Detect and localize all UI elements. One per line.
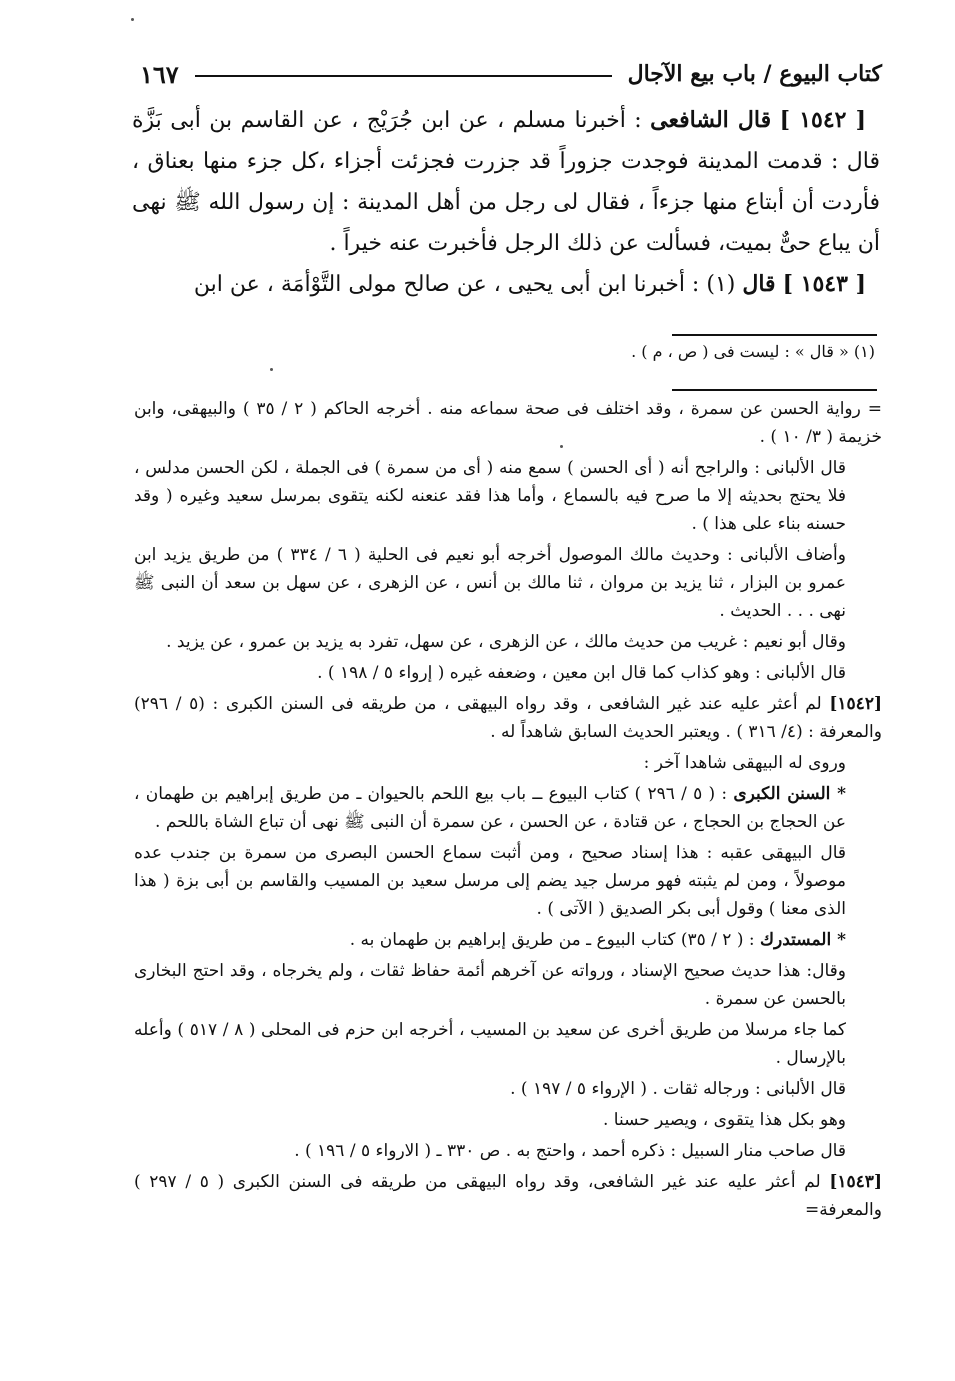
scan-speck bbox=[131, 18, 134, 21]
note-paragraph: = رواية الحسن عن سمرة ، وقد اختلف فى صحة سماعه منه . أخرجه الحاكم ( ٢ / ٣٥ ) والبيهقى، وابن خزيمة ( ٣/ ١٠ ) . bbox=[134, 399, 882, 447]
commentary-notes bbox=[134, 395, 882, 1227]
note-text: : ( ٥ / ٢٩٦ ) كتاب البيوع ــ باب بيع اللحم بالحيوان ـ من طريق إبراهيم بن طهمان ، عن الحجاج بن الحجاج ، عن قتادة ، عن الحسن ، عن سمرة أن النبى ﷺ نهى أن تباع الشاة باللحم . bbox=[134, 784, 846, 832]
note-paragraph bbox=[134, 1168, 882, 1224]
hadith-number: [ ١٥٤٣ ] bbox=[782, 271, 866, 297]
note-number: [١٥٤٣] bbox=[829, 1172, 882, 1192]
note-paragraph bbox=[134, 690, 882, 746]
hadith-text: : أخبرنا مسلم ، عن ابن جُرَيْج ، عن القاسم بن أبى بَزَّة قال : قدمت المدينة فوجدت جزوراً قد جزرت فجزئت أجزاء ،كل جزء منها بعناق ، فأردت أن أبتاع منها جزءاً ، فقال لى رجل من أهل المدينة : إن رسول الله ﷺ نهى أن يباع حىٌّ بميت، فسألت عن ذلك الرجل فأخبرت عنه خيراً . bbox=[132, 108, 880, 256]
footnote: (١) « قال » : ليست فى ( ص ، م ) . bbox=[631, 342, 875, 361]
note-paragraph: وأضاف الألبانى : وحديث مالك الموصول أخرجه أبو نعيم فى الحلية ( ٦ / ٣٣٤ ) من طريق يزيد ابن عمرو بن البزار ، ثنا يزيد بن مروان ، ثنا مالك بن أنس ، عن الزهرى ، عن سهل بن سعد أن النبى ﷺ نهى . . . الحديث . bbox=[134, 545, 846, 621]
note-paragraph: قال الألبانى : ورجاله ثقات . ( الإرواء ٥ / ١٩٧ ) . bbox=[510, 1079, 846, 1099]
note-paragraph: قال الألبانى : والراجح أنه ( أى الحسن ) سمع منه ( أى من سمرة ) فى الجملة ، لكن الحسن مدلس ، فلا يحتج بحديثه إلا ما صرح فيه بالسماع ، وأما هذا فقد عنعنه لكنه يتقوى بمرسل سعيد وغيره ( وقد حسنه بناء على هذا ) . bbox=[134, 458, 846, 534]
hadith-speaker: قال bbox=[742, 271, 776, 297]
note-number: [١٥٤٢] bbox=[829, 694, 882, 714]
main-text bbox=[132, 100, 880, 305]
page-number: ١٦٧ bbox=[140, 59, 179, 89]
note-paragraph: كما جاء مرسلا من طريق أخرى عن سعيد بن المسيب ، أخرجه ابن حزم فى المحلى ( ٨ / ٥١٧ ) وأعله بالإرسال . bbox=[134, 1020, 846, 1068]
note-paragraph: وقال أبو نعيم : غريب من حديث مالك ، عن الزهرى ، عن سهل، تفرد به يزيد بن عمرو ، عن يزيد . bbox=[166, 632, 846, 652]
note-paragraph: قال البيهقى عقبه : هذا إسناد صحيح ، ومن أثبت سماع الحسن البصرى من سمرة بن جندب عده موصولاً ، ومن لم يثبته فهو مرسل جيد يضم إلى مرسل سعيد بن المسيب والقاسم بن أبى بزة ( هذا الذى معنا ) وقول أبى بكر الصديق ( الآتى ) . bbox=[134, 843, 847, 919]
note-paragraph: وهو بكل هذا يتقوى ، ويصير حسنا . bbox=[602, 1110, 846, 1130]
note-text: لم أعثر عليه عند غير الشافعى ، وقد رواه البيهقى ، من طريقه فى السنن الكبرى : (٥ / ٢٩٦) والمعرفة : (٤/ ٣١٦ ) . ويعتبر الحديث السابق شاهداً له . bbox=[134, 694, 882, 742]
scan-speck bbox=[560, 445, 563, 448]
header-rule bbox=[195, 75, 612, 77]
scan-speck bbox=[270, 368, 273, 371]
hadith-1543 bbox=[132, 264, 880, 305]
running-title: كتاب البيوع / باب بيع الآجال bbox=[627, 61, 882, 87]
source-label: * السنن الكبرى bbox=[733, 784, 847, 804]
note-text: لم أعثر عليه عند غير الشافعى، وقد رواه البيهقى من طريقه فى السنن الكبرى ( ٥ / ٢٩٧ ) والمعرفة= bbox=[134, 1172, 882, 1220]
footnote-ref: (١) bbox=[706, 272, 736, 297]
note-paragraph: وروى له البيهقى شاهدا آخر : bbox=[643, 753, 846, 773]
hadith-number: [ ١٥٤٢ ] bbox=[779, 107, 867, 133]
hadith-speaker: قال الشافعى bbox=[650, 107, 772, 133]
page-header bbox=[140, 54, 882, 94]
hadith-1542 bbox=[132, 100, 880, 264]
note-paragraph: وقال: هذا حديث صحيح الإسناد ، ورواته عن آخرهم أئمة حفاظ ثقات ، ولم يخرجاه ، وقد احتج البخارى بالحسن عن سمرة . bbox=[134, 961, 846, 1009]
note-paragraph: قال صاحب منار السبيل : ذكره أحمد ، واحتج به . ص ٣٣٠ ـ ( الارواء ٥ / ١٩٦ ) . bbox=[294, 1141, 846, 1161]
footnote-rule bbox=[672, 334, 877, 336]
source-label: * المستدرك bbox=[760, 930, 846, 950]
note-text: : ( ٢ / ٣٥) كتاب البيوع ـ من طريق إبراهيم بن طهمان به . bbox=[349, 930, 755, 950]
footnote-rule bbox=[672, 389, 877, 391]
note-paragraph bbox=[134, 780, 882, 836]
hadith-text: : أخبرنا ابن أبى يحيى ، عن صالح مولى التَّوْأمَة ، عن ابن bbox=[193, 272, 700, 297]
note-paragraph bbox=[134, 926, 882, 954]
note-paragraph: قال الألبانى : وهو كذاب كما قال ابن معين ، وضعفه غيره ( إرواء ٥ / ١٩٨ ) . bbox=[317, 663, 846, 683]
